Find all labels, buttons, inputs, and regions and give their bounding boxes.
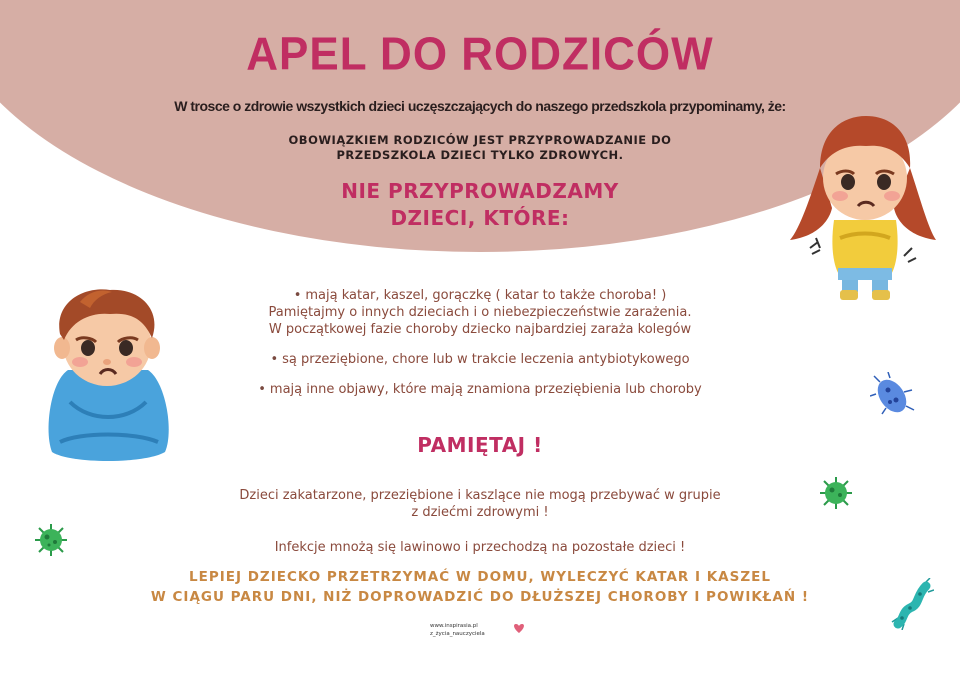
remember-paragraph-2: Infekcje mnożą się lawinowo i przechodzą na pozostałe dzieci ! bbox=[274, 540, 686, 555]
remember-p1-line-1: Dzieci zakatarzone, przeziębione i kaszlące nie mogą przebywać w grupie bbox=[239, 488, 721, 503]
virus-icon bbox=[818, 475, 854, 511]
list-item bbox=[180, 351, 780, 368]
intro-text: W trosce o zdrowie wszystkich dzieci uczęszczających do naszego przedszkola przypominamy, że: bbox=[174, 98, 786, 114]
virus-icon bbox=[33, 522, 69, 558]
symptoms-list bbox=[180, 287, 780, 411]
list-item-text: mają katar, kaszel, gorączkę ( katar to także choroba! ) bbox=[305, 288, 667, 303]
remember-paragraph-1 bbox=[180, 487, 780, 521]
credit-line-1: www.inspirasia.pl bbox=[430, 623, 478, 629]
duty-line-2: PRZEDSZKOLA DZIECI TYLKO ZDROWYCH. bbox=[336, 148, 624, 162]
list-item bbox=[180, 287, 780, 338]
do-not-bring-line-2: DZIECI, KTÓRE: bbox=[390, 206, 570, 230]
list-item-text: Pamiętajmy o innych dzieciach i o niebezpieczeństwie zarażenia. bbox=[268, 305, 692, 320]
heart-icon bbox=[512, 622, 526, 634]
remember-p1-line-2: z dziećmi zdrowymi ! bbox=[411, 505, 549, 520]
list-item bbox=[180, 381, 780, 398]
do-not-bring-heading bbox=[270, 178, 690, 232]
do-not-bring-line-1: NIE PRZYPROWADZAMY bbox=[341, 179, 619, 203]
remember-heading: PAMIĘTAJ ! bbox=[417, 433, 543, 457]
list-item-text: mają inne objawy, które mają znamiona przeziębienia lub choroby bbox=[269, 382, 702, 397]
bacteria-icon bbox=[890, 578, 934, 630]
parents-duty-text bbox=[150, 133, 810, 163]
list-item-text: są przeziębione, chore lub w trakcie leczenia antybiotykowego bbox=[282, 352, 690, 367]
final-message bbox=[60, 567, 900, 607]
final-line-1: LEPIEJ DZIECKO PRZETRZYMAĆ W DOMU, WYLECZYĆ KATAR I KASZEL bbox=[189, 569, 771, 585]
sick-girl-illustration bbox=[790, 108, 940, 306]
duty-line-1: OBOWIĄZKIEM RODZICÓW JEST PRZYPROWADZANIE DO bbox=[288, 133, 672, 147]
bullet-icon: • bbox=[293, 288, 302, 303]
list-item-text: W początkowej fazie choroby dziecko najbardziej zaraża kolegów bbox=[268, 322, 692, 337]
final-line-2: W CIĄGU PARU DNI, NIŻ DOPROWADZIĆ DO DŁUŻSZEJ CHOROBY I POWIKŁAŃ ! bbox=[150, 589, 810, 605]
bullet-icon: • bbox=[270, 352, 279, 367]
sick-boy-illustration bbox=[40, 282, 175, 464]
page-title: APEL DO RODZICÓW bbox=[246, 28, 714, 81]
bullet-icon: • bbox=[258, 382, 266, 397]
bacteria-icon bbox=[870, 372, 916, 422]
credit-line-2: z_życia_nauczyciela bbox=[430, 631, 485, 637]
